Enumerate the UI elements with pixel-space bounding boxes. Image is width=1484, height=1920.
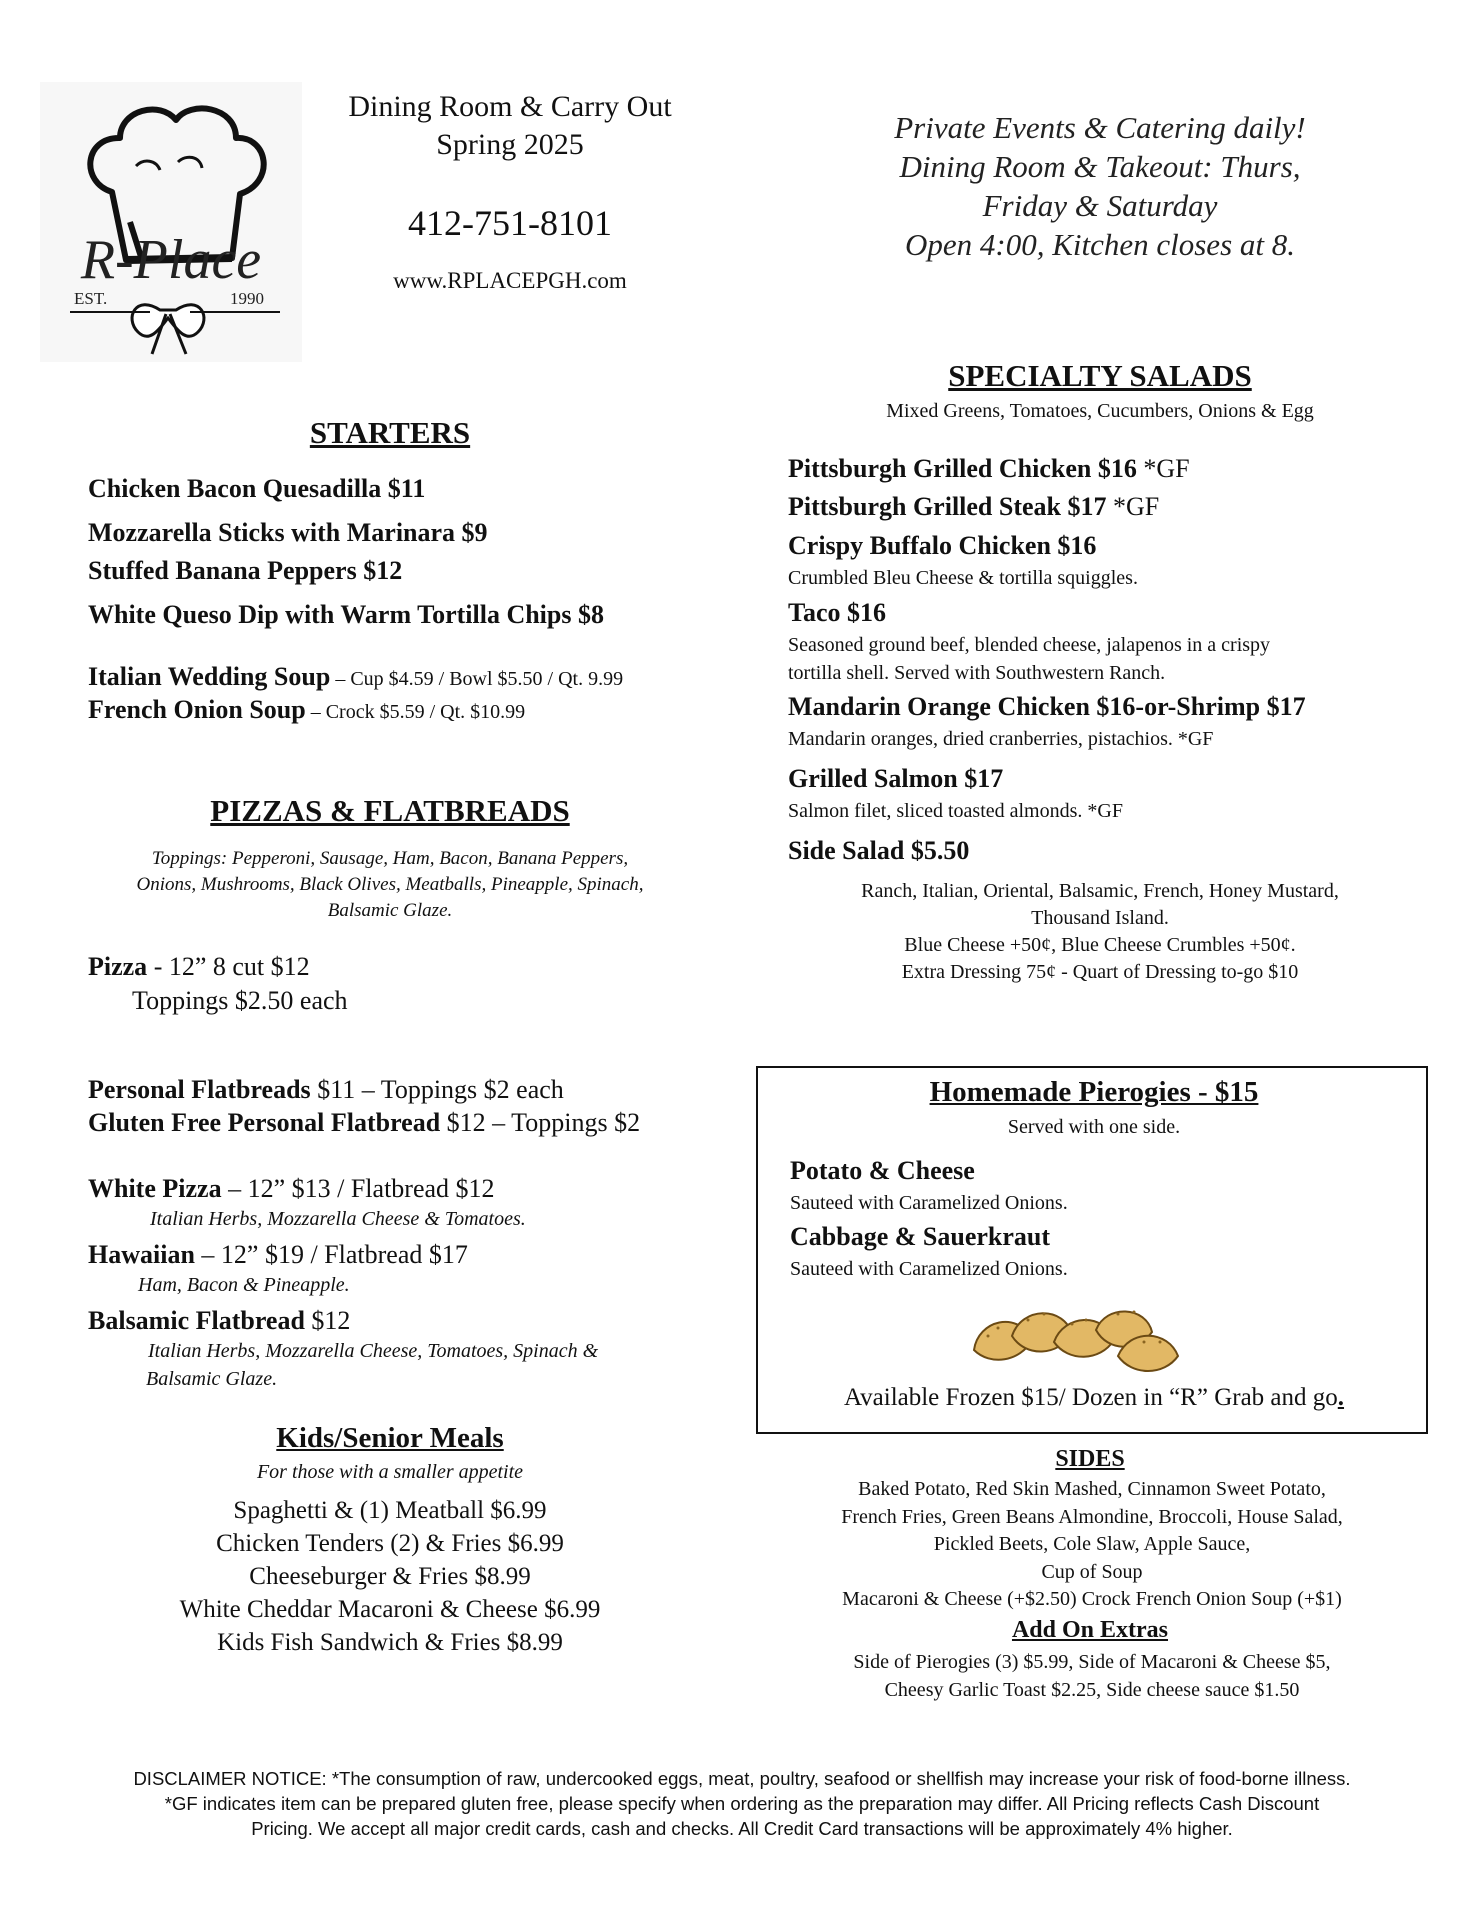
pizza-toppings-list bbox=[80, 846, 700, 924]
frozen-end: . bbox=[1337, 1384, 1345, 1411]
pierogi-desc: Sauteed with Caramelized Onions. bbox=[790, 1258, 1068, 1280]
sides-line: Macaroni & Cheese (+$2.50) Crock French Onion Soup (+$1) bbox=[842, 1588, 1342, 1610]
soup-detail: Crock $5.59 / Qt. $10.99 bbox=[325, 701, 526, 723]
flatbread-name: Personal Flatbreads bbox=[88, 1075, 311, 1104]
gf-marker: *GF bbox=[1106, 492, 1160, 521]
addon-list bbox=[760, 1648, 1424, 1704]
white-pizza-desc: Italian Herbs, Mozzarella Cheese & Tomatoes. bbox=[150, 1208, 526, 1230]
balsamic-desc: Italian Herbs, Mozzarella Cheese, Tomatoes, Spinach & bbox=[148, 1340, 599, 1362]
starter-item: Stuffed Banana Peppers $12 bbox=[88, 556, 403, 585]
sides-heading: SIDES bbox=[1055, 1446, 1125, 1472]
events-block bbox=[830, 108, 1370, 264]
sides-line: Cup of Soup bbox=[1041, 1560, 1143, 1583]
header-website-link[interactable]: www.RPLACEPGH.com bbox=[393, 268, 627, 293]
dressings-line: Blue Cheese +50¢, Blue Cheese Crumbles +50¢. bbox=[904, 934, 1296, 956]
salad-desc: Salmon filet, sliced toasted almonds. *GF bbox=[788, 800, 1123, 822]
flatbread-row bbox=[88, 1075, 564, 1105]
dressings-line: Thousand Island. bbox=[1031, 907, 1169, 929]
sides-line: French Fries, Green Beans Almondine, Broccoli, House Salad, bbox=[841, 1505, 1343, 1528]
pizza-row bbox=[88, 952, 310, 982]
salad-desc: Seasoned ground beef, blended cheese, jalapenos in a crispy bbox=[788, 634, 1271, 656]
white-pizza-name: White Pizza bbox=[88, 1174, 222, 1203]
disclaimer-line: Pricing. We accept all major credit cards, cash and checks. All Credit Card transactions will be approximately 4% higher. bbox=[251, 1818, 1233, 1839]
salad-desc: tortilla shell. Served with Southwestern Ranch. bbox=[788, 662, 1166, 684]
addon-line: Cheesy Garlic Toast $2.25, Side cheese sauce $1.50 bbox=[884, 1679, 1300, 1701]
events-line-3: Friday & Saturday bbox=[982, 188, 1218, 223]
salad-row bbox=[788, 454, 1190, 484]
kids-heading: Kids/Senior Meals bbox=[276, 1422, 504, 1454]
hawaiian-detail: – 12” $19 / Flatbread $17 bbox=[194, 1240, 468, 1269]
dressings-line: Extra Dressing 75¢ - Quart of Dressing to-go $10 bbox=[901, 961, 1299, 983]
starter-item: White Queso Dip with Warm Tortilla Chips $8 bbox=[88, 600, 604, 629]
soup-row bbox=[88, 695, 525, 725]
salads-heading: SPECIALTY SALADS bbox=[948, 358, 1252, 393]
balsamic-detail: $12 bbox=[304, 1306, 351, 1335]
gf-marker: *GF bbox=[1136, 454, 1190, 483]
salad-name: Taco $16 bbox=[788, 598, 886, 627]
kids-item: Cheeseburger & Fries $8.99 bbox=[249, 1563, 531, 1590]
soup-row bbox=[88, 662, 623, 692]
salads-subheading: Mixed Greens, Tomatoes, Cucumbers, Onions & Egg bbox=[886, 400, 1314, 422]
kids-item: Spaghetti & (1) Meatball $6.99 bbox=[233, 1497, 547, 1524]
soup-sep: – bbox=[330, 668, 351, 690]
events-line-4: Open 4:00, Kitchen closes at 8. bbox=[904, 227, 1295, 262]
soup-sep: – bbox=[305, 701, 326, 723]
starters-heading: STARTERS bbox=[309, 415, 471, 450]
dressings-line: Ranch, Italian, Oriental, Balsamic, French, Honey Mustard, bbox=[861, 880, 1339, 902]
pierogi-desc: Sauteed with Caramelized Onions. bbox=[790, 1192, 1068, 1214]
flatbread-name: Gluten Free Personal Flatbread bbox=[88, 1108, 441, 1137]
toppings-line: Balsamic Glaze. bbox=[327, 900, 453, 921]
kids-list bbox=[100, 1494, 680, 1659]
pizzas-heading: PIZZAS & FLATBREADS bbox=[210, 793, 570, 828]
header-phone[interactable]: 412-751-8101 bbox=[408, 203, 612, 243]
soup-name: French Onion Soup bbox=[88, 695, 306, 724]
starter-item: Mozzarella Sticks with Marinara $9 bbox=[88, 518, 488, 547]
logo-brand-text: R-Place bbox=[80, 229, 262, 291]
sides-line: Baked Potato, Red Skin Mashed, Cinnamon Sweet Potato, bbox=[858, 1478, 1326, 1500]
disclaimer-line: DISCLAIMER NOTICE: *The consumption of raw, undercooked eggs, meat, poultry, seafood or shellfish may increase your risk of food-borne illness. bbox=[133, 1768, 1351, 1789]
sides-line: Pickled Beets, Cole Slaw, Apple Sauce, bbox=[933, 1533, 1251, 1555]
pizza-detail: - 12” 8 cut $12 bbox=[147, 952, 310, 981]
white-pizza-detail: – 12” $13 / Flatbread $12 bbox=[221, 1174, 495, 1203]
salad-name: Pittsburgh Grilled Steak $17 bbox=[788, 492, 1107, 521]
kids-item: White Cheddar Macaroni & Cheese $6.99 bbox=[179, 1596, 601, 1623]
pierogies-subheading: Served with one side. bbox=[1007, 1116, 1181, 1138]
pizza-name: Pizza bbox=[88, 952, 148, 981]
salad-name: Side Salad $5.50 bbox=[788, 836, 970, 865]
flatbread-detail: $11 – Toppings $2 each bbox=[310, 1075, 564, 1104]
dressings-block bbox=[780, 878, 1420, 986]
logo-est-year: 1990 bbox=[230, 289, 264, 308]
events-line-1: Private Events & Catering daily! bbox=[894, 110, 1306, 145]
pierogies-frozen-note bbox=[758, 1384, 1430, 1412]
events-line-2: Dining Room & Takeout: Thurs, bbox=[899, 149, 1301, 184]
pierogies-box bbox=[756, 1066, 1428, 1434]
logo bbox=[40, 82, 302, 362]
pierogi-item: Cabbage & Sauerkraut bbox=[790, 1222, 1051, 1251]
kids-item: Chicken Tenders (2) & Fries $6.99 bbox=[216, 1530, 564, 1557]
chef-hat-logo-icon bbox=[40, 82, 302, 362]
flatbread-row bbox=[88, 1108, 640, 1138]
hawaiian-name: Hawaiian bbox=[88, 1240, 195, 1269]
addon-heading: Add On Extras bbox=[1011, 1617, 1169, 1643]
toppings-line: Onions, Mushrooms, Black Olives, Meatballs, Pineapple, Spinach, bbox=[136, 874, 644, 895]
disclaimer-line: *GF indicates item can be prepared gluten free, please specify when ordering as the preparation may differ. All Pricing reflects Cash Discount bbox=[164, 1793, 1320, 1814]
logo-est-label: EST. bbox=[74, 289, 108, 308]
salad-name: Crispy Buffalo Chicken $16 bbox=[788, 531, 1097, 560]
hawaiian-row bbox=[88, 1240, 468, 1270]
frozen-text: Available Frozen $15/ Dozen in “R” Grab and go bbox=[843, 1384, 1338, 1411]
header-block bbox=[300, 88, 720, 294]
pierogies-heading: Homemade Pierogies - $15 bbox=[929, 1076, 1259, 1108]
flatbread-detail: $12 – Toppings $2 bbox=[440, 1108, 641, 1137]
balsamic-desc: Balsamic Glaze. bbox=[146, 1368, 278, 1390]
salad-desc: Mandarin oranges, dried cranberries, pistachios. *GF bbox=[788, 728, 1214, 750]
header-season: Spring 2025 bbox=[436, 128, 584, 161]
balsamic-row bbox=[88, 1306, 350, 1336]
salad-row bbox=[788, 492, 1159, 522]
soup-detail: Cup $4.59 / Bowl $5.50 / Qt. 9.99 bbox=[350, 668, 624, 690]
hawaiian-desc: Ham, Bacon & Pineapple. bbox=[138, 1274, 350, 1296]
salad-name: Grilled Salmon $17 bbox=[788, 764, 1004, 793]
white-pizza-row bbox=[88, 1174, 495, 1204]
kids-item: Kids Fish Sandwich & Fries $8.99 bbox=[217, 1629, 563, 1656]
kids-subheading: For those with a smaller appetite bbox=[256, 1461, 524, 1483]
toppings-line: Toppings: Pepperoni, Sausage, Ham, Bacon, Banana Peppers, bbox=[151, 848, 629, 869]
pierogi-illustration-icon bbox=[968, 1300, 1188, 1378]
salad-desc: Crumbled Bleu Cheese & tortilla squiggles. bbox=[788, 567, 1138, 589]
balsamic-name: Balsamic Flatbread bbox=[88, 1306, 305, 1335]
starter-item: Chicken Bacon Quesadilla $11 bbox=[88, 474, 426, 503]
addon-line: Side of Pierogies (3) $5.99, Side of Macaroni & Cheese $5, bbox=[853, 1651, 1331, 1673]
soup-name: Italian Wedding Soup bbox=[88, 662, 331, 691]
header-title: Dining Room & Carry Out bbox=[348, 90, 672, 123]
salad-name: Mandarin Orange Chicken $16-or-Shrimp $17 bbox=[788, 692, 1306, 721]
pizza-toppings-price: Toppings $2.50 each bbox=[132, 986, 348, 1015]
pierogi-item: Potato & Cheese bbox=[790, 1156, 975, 1185]
salad-name: Pittsburgh Grilled Chicken $16 bbox=[788, 454, 1137, 483]
sides-list bbox=[760, 1476, 1424, 1614]
disclaimer-notice bbox=[40, 1766, 1444, 1841]
